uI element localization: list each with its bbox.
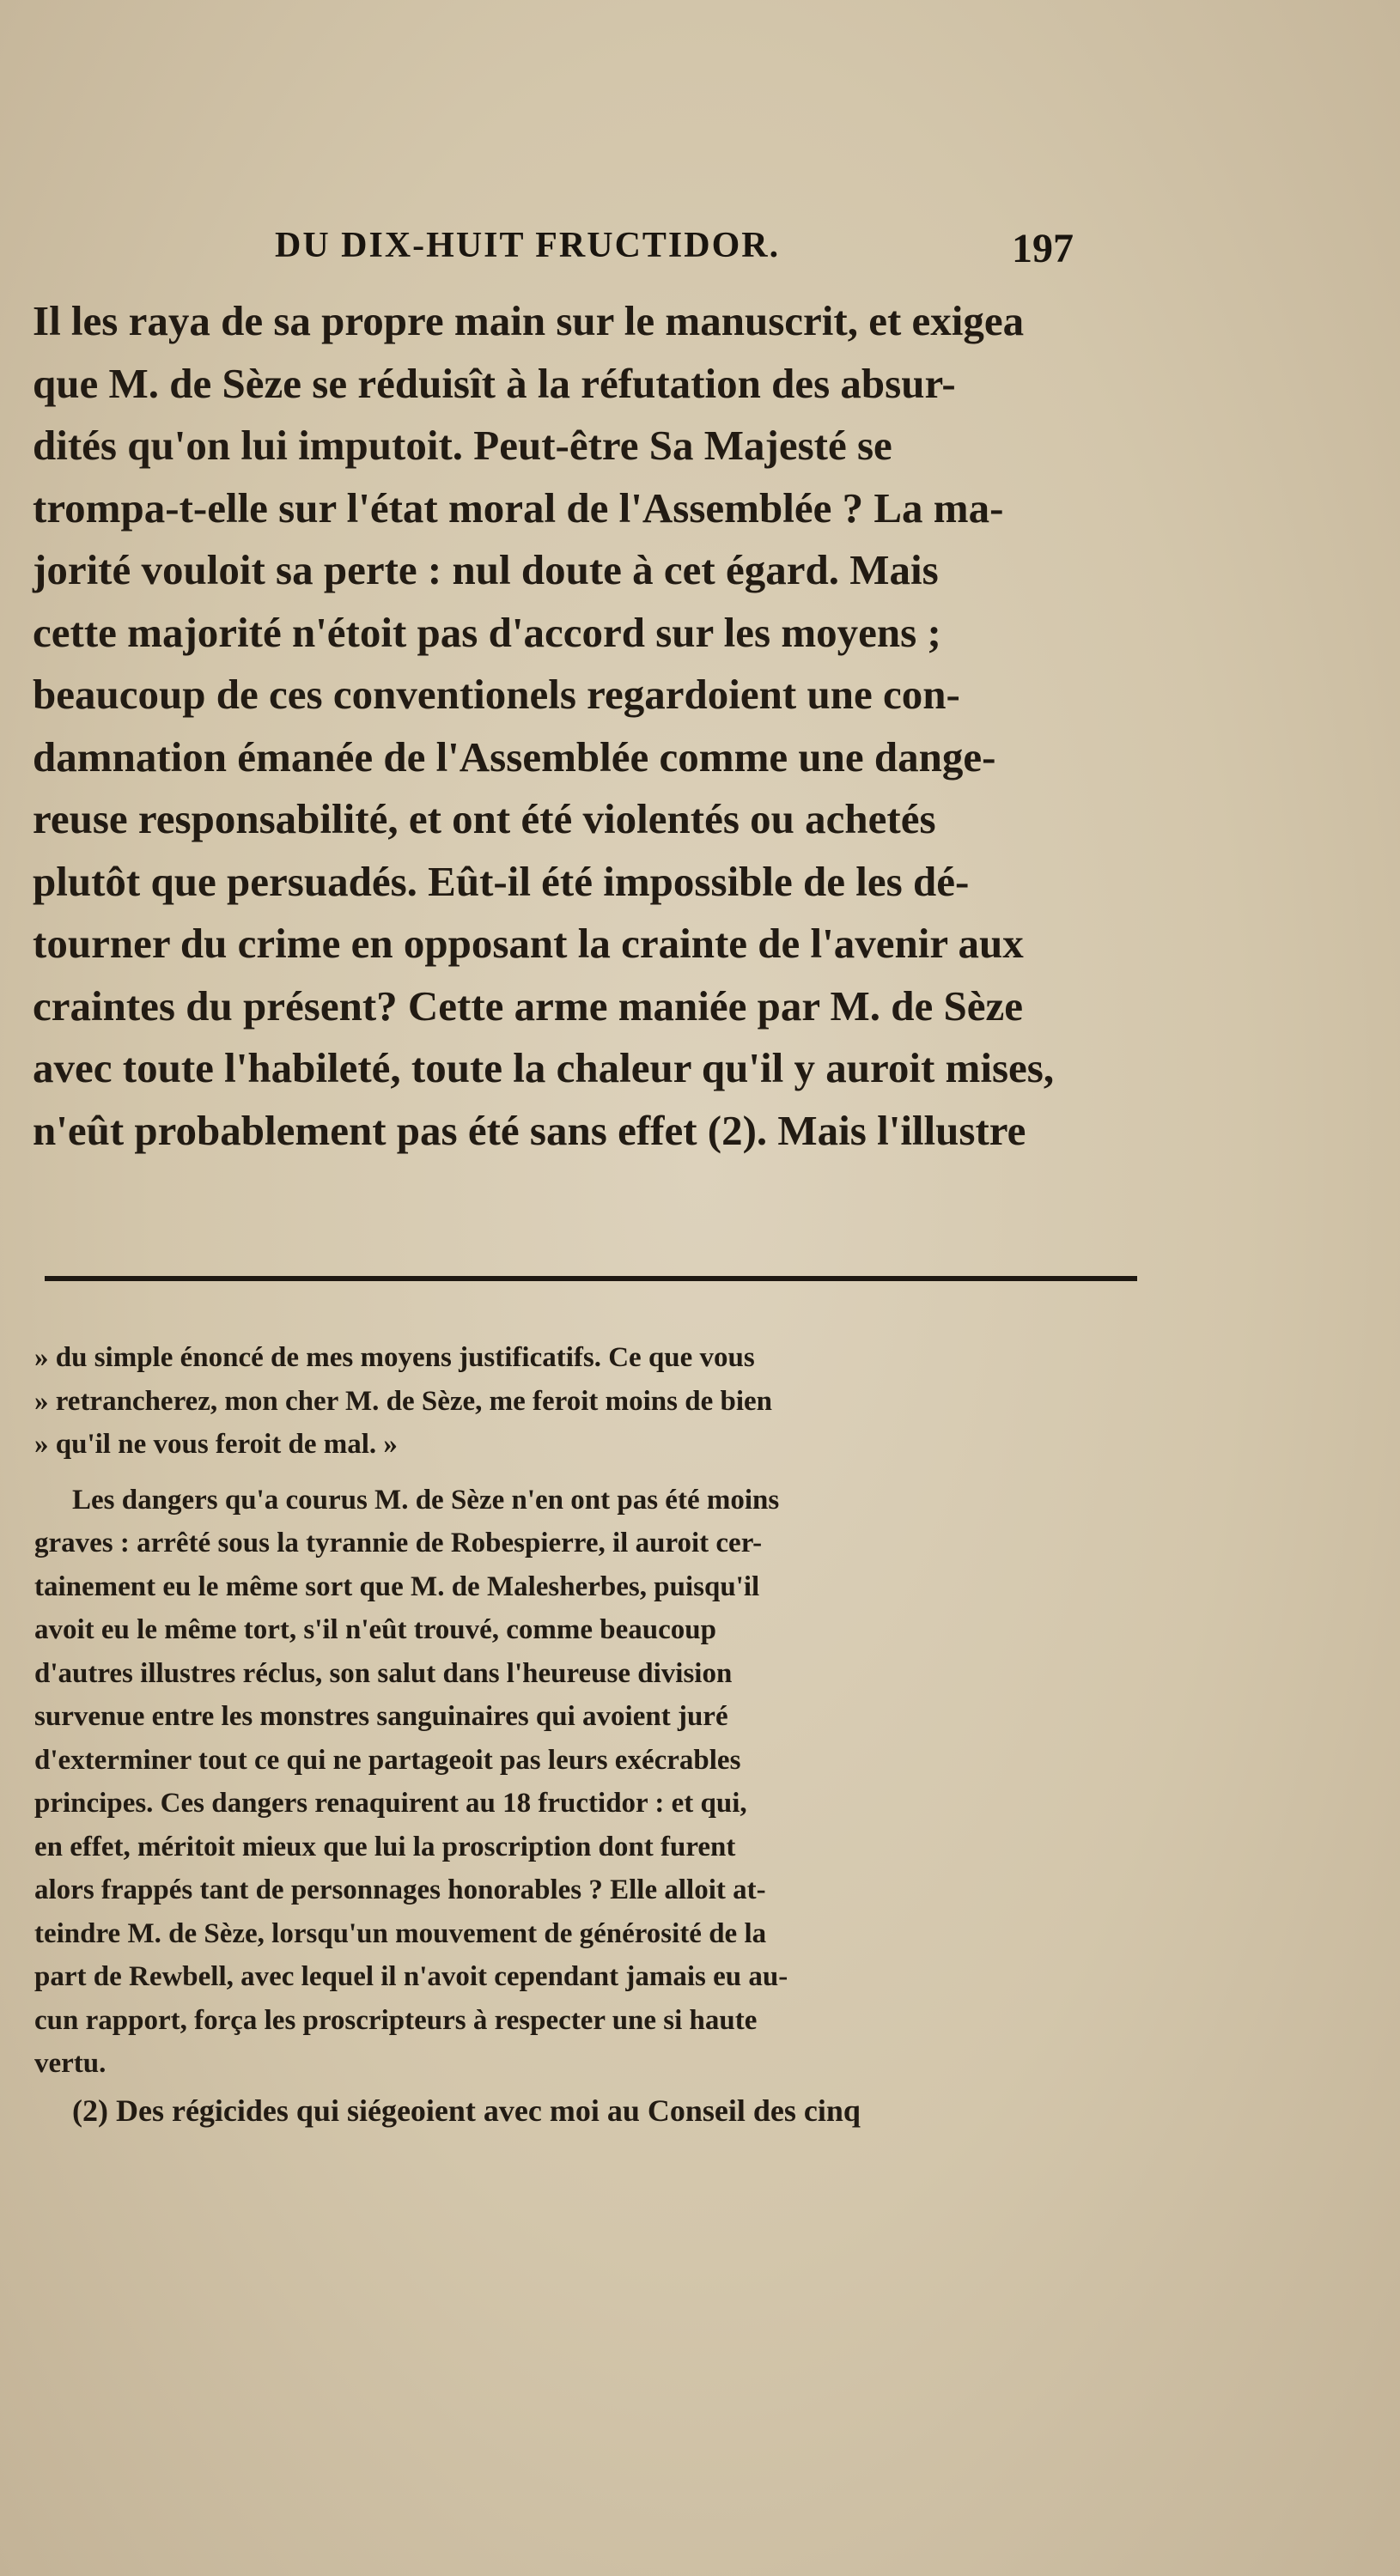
note-paragraph-line: alors frappés tant de personnages honorables ? Elle alloit at- (34, 1874, 766, 1905)
note-paragraph-line: avoit eu le même tort, s'il n'eût trouvé, comme beaucoup (34, 1614, 716, 1645)
note-paragraph-line: en effet, méritoit mieux que lui la proscription dont furent (34, 1831, 736, 1862)
note-spacer (34, 1467, 1147, 1479)
text-line: que M. de Sèze se réduisît à la réfutation des absur- (33, 359, 956, 407)
note-paragraph-line: principes. Ces dangers renaquirent au 18 fructidor : et qui, (34, 1788, 747, 1819)
note-paragraph-line: cun rapport, força les proscripteurs à respecter une si haute (34, 2004, 758, 2036)
quote-line: » du simple énoncé de mes moyens justificatifs. Ce que vous (34, 1342, 755, 1373)
text-line: beaucoup de ces conventionels regardoient une con- (33, 671, 960, 718)
note-paragraph-line: part de Rewbell, avec lequel il n'avoit cependant jamais eu au- (34, 1961, 788, 1992)
note-paragraph-line: d'exterminer tout ce qui ne partageoit pas leurs exécrables (34, 1744, 741, 1776)
text-line: plutôt que persuadés. Eût-il été impossible de les dé- (33, 857, 970, 905)
note-paragraph-line: survenue entre les monstres sanguinaires qui avoient juré (34, 1701, 728, 1732)
footnote-separator-rule (45, 1276, 1137, 1281)
main-text (33, 290, 1146, 1162)
note-paragraph-line: d'autres illustres réclus, son salut dans l'heureuse division (34, 1657, 733, 1689)
running-head: DU DIX-HUIT FRUCTIDOR. (275, 226, 781, 265)
footnotes (34, 1336, 1147, 2136)
text-line: dités qu'on lui imputoit. Peut-être Sa Majesté se (33, 422, 892, 469)
text-line: cette majorité n'étoit pas d'accord sur les moyens ; (33, 608, 941, 656)
note-paragraph-line: Les dangers qu'a courus M. de Sèze n'en ont pas été moins (72, 1484, 780, 1516)
text-line: reuse responsabilité, et ont été violentés ou achetés (33, 795, 936, 842)
text-line: tourner du crime en opposant la crainte de l'avenir aux (33, 920, 1024, 967)
note-paragraph-line: vertu. (34, 2048, 107, 2079)
page-number: 197 (1012, 226, 1074, 271)
note-paragraph-line: tainement eu le même sort que M. de Malesherbes, puisqu'il (34, 1571, 760, 1602)
text-line: craintes du présent? Cette arme maniée par M. de Sèze (33, 981, 1024, 1030)
page-header (0, 225, 1400, 276)
quote-line: » retrancherez, mon cher M. de Sèze, me feroit moins de bien (34, 1385, 773, 1417)
footnote-2: (2) Des régicides qui siégeoient avec moi au Conseil des cinq (72, 2093, 861, 2128)
text-line: damnation émanée de l'Assemblée comme une dange- (33, 732, 996, 781)
note-paragraph-line: teindre M. de Sèze, lorsqu'un mouvement de générosité de la (34, 1917, 767, 1949)
text-line: n'eût probablement pas été sans effet (2). Mais l'illustre (33, 1106, 1026, 1154)
text-line: trompa-t-elle sur l'état moral de l'Assemblée ? La ma- (33, 483, 1004, 532)
note-paragraph-line: graves : arrêté sous la tyrannie de Robespierre, il auroit cer- (34, 1528, 763, 1558)
text-line: jorité vouloit sa perte : nul doute à cet égard. Mais (33, 546, 939, 593)
quote-line: » qu'il ne vous feroit de mal. » (34, 1429, 398, 1460)
text-line: Il les raya de sa propre main sur le manuscrit, et exigea (33, 297, 1025, 344)
text-line: avec toute l'habileté, toute la chaleur qu'il y auroit mises, (33, 1044, 1055, 1091)
